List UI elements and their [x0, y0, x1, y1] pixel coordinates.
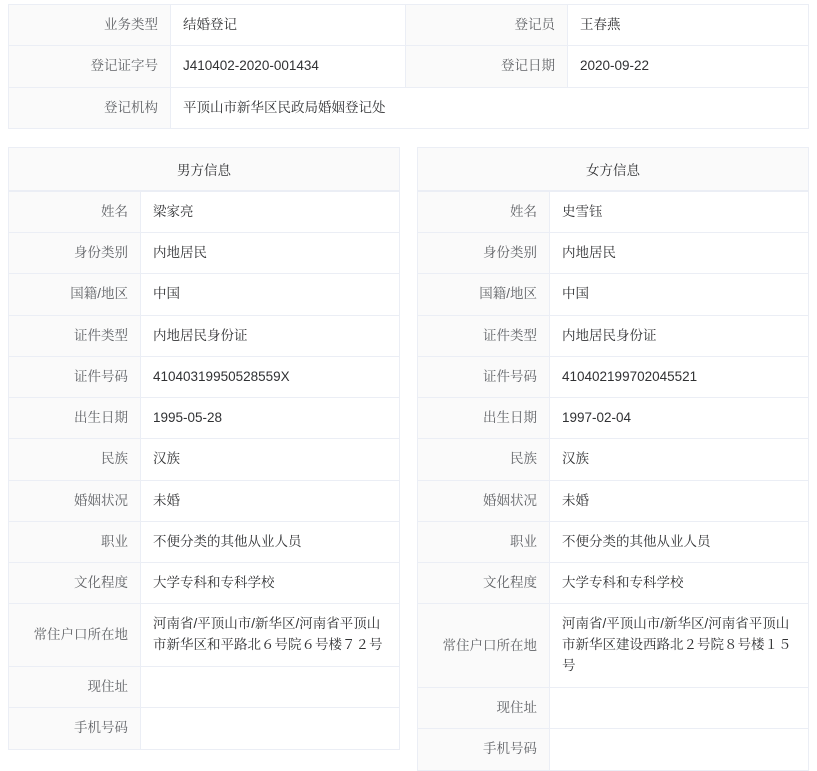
male-id-number-value: 41040319950528559X — [141, 356, 400, 397]
male-section-title: 男方信息 — [8, 147, 400, 191]
table-row — [9, 5, 809, 46]
male-birth-date-label: 出生日期 — [9, 398, 141, 439]
table-row — [418, 233, 809, 274]
table-row — [9, 521, 400, 562]
table-row — [9, 398, 400, 439]
table-row — [9, 708, 400, 749]
table-row — [9, 439, 400, 480]
male-education-label: 文化程度 — [9, 563, 141, 604]
table-row — [9, 480, 400, 521]
female-identity-type-label: 身份类别 — [418, 233, 550, 274]
male-id-type-label: 证件类型 — [9, 315, 141, 356]
female-id-type-label: 证件类型 — [418, 315, 550, 356]
male-current-address-value — [141, 667, 400, 708]
male-identity-type-label: 身份类别 — [9, 233, 141, 274]
female-id-number-value: 410402199702045521 — [550, 356, 809, 397]
male-current-address-label: 现住址 — [9, 667, 141, 708]
female-household-address-label: 常住户口所在地 — [418, 604, 550, 688]
table-row — [418, 563, 809, 604]
female-occupation-label: 职业 — [418, 521, 550, 562]
table-row — [9, 274, 400, 315]
female-current-address-value — [550, 688, 809, 729]
table-row — [418, 480, 809, 521]
table-row — [418, 688, 809, 729]
business-type-value: 结婚登记 — [171, 5, 406, 46]
female-birth-date-label: 出生日期 — [418, 398, 550, 439]
male-nationality-label: 国籍/地区 — [9, 274, 141, 315]
male-info-table — [8, 191, 400, 750]
female-ethnicity-label: 民族 — [418, 439, 550, 480]
table-row — [418, 274, 809, 315]
male-occupation-value: 不便分类的其他从业人员 — [141, 521, 400, 562]
female-marital-status-label: 婚姻状况 — [418, 480, 550, 521]
female-section-title: 女方信息 — [417, 147, 809, 191]
table-row — [418, 439, 809, 480]
general-info-table — [8, 4, 809, 129]
table-row — [9, 191, 400, 232]
table-row — [418, 521, 809, 562]
male-marital-status-label: 婚姻状况 — [9, 480, 141, 521]
female-nationality-value: 中国 — [550, 274, 809, 315]
female-education-label: 文化程度 — [418, 563, 550, 604]
registration-org-label: 登记机构 — [9, 87, 171, 128]
male-household-address-label: 常住户口所在地 — [9, 604, 141, 667]
male-education-value: 大学专科和专科学校 — [141, 563, 400, 604]
male-phone-value — [141, 708, 400, 749]
female-birth-date-value: 1997-02-04 — [550, 398, 809, 439]
table-row — [418, 315, 809, 356]
table-row — [9, 563, 400, 604]
table-row — [9, 46, 809, 87]
female-name-label: 姓名 — [418, 191, 550, 232]
table-row — [9, 604, 400, 667]
table-row — [9, 667, 400, 708]
person-info-columns — [8, 147, 809, 771]
male-id-number-label: 证件号码 — [9, 356, 141, 397]
female-occupation-value: 不便分类的其他从业人员 — [550, 521, 809, 562]
male-occupation-label: 职业 — [9, 521, 141, 562]
business-type-label: 业务类型 — [9, 5, 171, 46]
registration-org-value: 平顶山市新华区民政局婚姻登记处 — [171, 87, 809, 128]
male-info-panel — [8, 147, 400, 771]
female-info-panel — [417, 147, 809, 771]
table-row — [9, 233, 400, 274]
male-ethnicity-value: 汉族 — [141, 439, 400, 480]
male-birth-date-value: 1995-05-28 — [141, 398, 400, 439]
male-identity-type-value: 内地居民 — [141, 233, 400, 274]
female-current-address-label: 现住址 — [418, 688, 550, 729]
male-name-value: 梁家亮 — [141, 191, 400, 232]
registration-date-label: 登记日期 — [406, 46, 568, 87]
male-ethnicity-label: 民族 — [9, 439, 141, 480]
female-marital-status-value: 未婚 — [550, 480, 809, 521]
table-row — [418, 604, 809, 688]
female-phone-label: 手机号码 — [418, 729, 550, 770]
female-id-type-value: 内地居民身份证 — [550, 315, 809, 356]
female-nationality-label: 国籍/地区 — [418, 274, 550, 315]
registrar-value: 王春燕 — [568, 5, 809, 46]
female-household-address-value: 河南省/平顶山市/新华区/河南省平顶山市新华区建设西路北２号院８号楼１５号 — [550, 604, 809, 688]
table-row — [418, 191, 809, 232]
table-row — [9, 315, 400, 356]
female-id-number-label: 证件号码 — [418, 356, 550, 397]
certificate-number-value: J410402-2020-001434 — [171, 46, 406, 87]
table-row — [418, 398, 809, 439]
table-row — [9, 356, 400, 397]
male-phone-label: 手机号码 — [9, 708, 141, 749]
table-row — [418, 356, 809, 397]
male-nationality-value: 中国 — [141, 274, 400, 315]
table-row — [418, 729, 809, 770]
certificate-number-label: 登记证字号 — [9, 46, 171, 87]
female-info-table — [417, 191, 809, 771]
female-phone-value — [550, 729, 809, 770]
male-household-address-value: 河南省/平顶山市/新华区/河南省平顶山市新华区和平路北６号院６号楼７２号 — [141, 604, 400, 667]
table-row — [9, 87, 809, 128]
female-identity-type-value: 内地居民 — [550, 233, 809, 274]
female-name-value: 史雪钰 — [550, 191, 809, 232]
male-marital-status-value: 未婚 — [141, 480, 400, 521]
female-education-value: 大学专科和专科学校 — [550, 563, 809, 604]
male-id-type-value: 内地居民身份证 — [141, 315, 400, 356]
registration-date-value: 2020-09-22 — [568, 46, 809, 87]
male-name-label: 姓名 — [9, 191, 141, 232]
female-ethnicity-value: 汉族 — [550, 439, 809, 480]
registrar-label: 登记员 — [406, 5, 568, 46]
